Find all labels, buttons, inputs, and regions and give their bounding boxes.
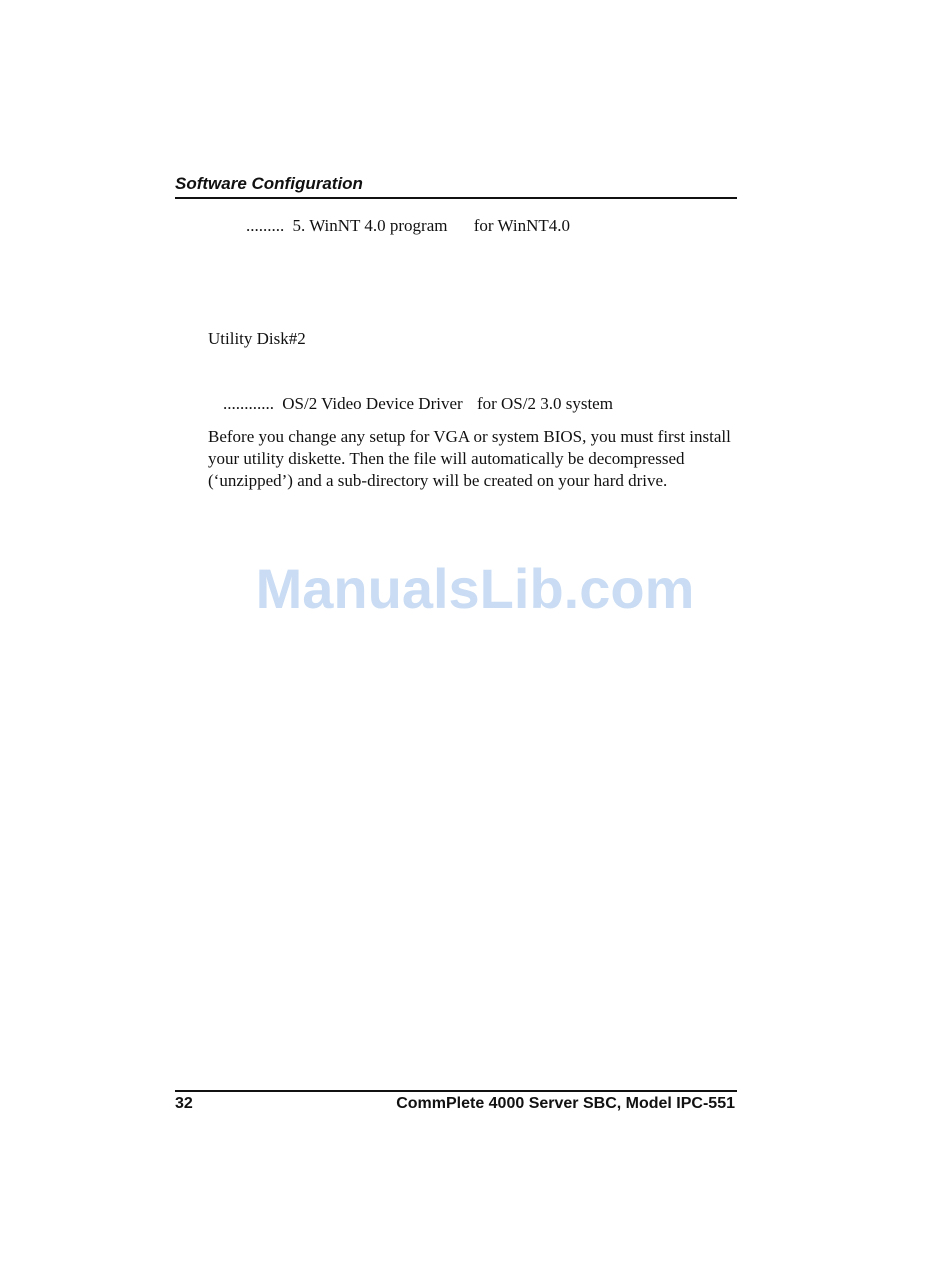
entry-winnt: [246, 216, 570, 236]
install-instructions: Before you change any setup for VGA or system BIOS, you must first install your utility diskette. Then the file will automatically be decompressed (‘unzipped’) and a sub-directory will be created on your hard drive.: [208, 427, 731, 490]
entry-leader: .........: [246, 216, 285, 235]
watermark: ManualsLib.com: [255, 557, 695, 620]
entry-leader: ............: [223, 394, 274, 413]
entry-target: for WinNT4.0: [473, 216, 570, 235]
section-title: Software Configuration: [175, 174, 363, 193]
page-number: 32: [175, 1095, 193, 1112]
footer-product: CommPlete 4000 Server SBC, Model IPC-551: [396, 1095, 735, 1112]
entry-name: OS/2 Video Device Driver: [282, 394, 463, 413]
entry-target: for OS/2 3.0 system: [476, 394, 613, 413]
disk-label: Utility Disk#2: [208, 329, 306, 348]
entry-name: 5. WinNT 4.0 program: [292, 216, 448, 235]
header-rule: [175, 197, 737, 199]
entry-os2: [223, 394, 613, 414]
footer-rule: [175, 1090, 737, 1092]
